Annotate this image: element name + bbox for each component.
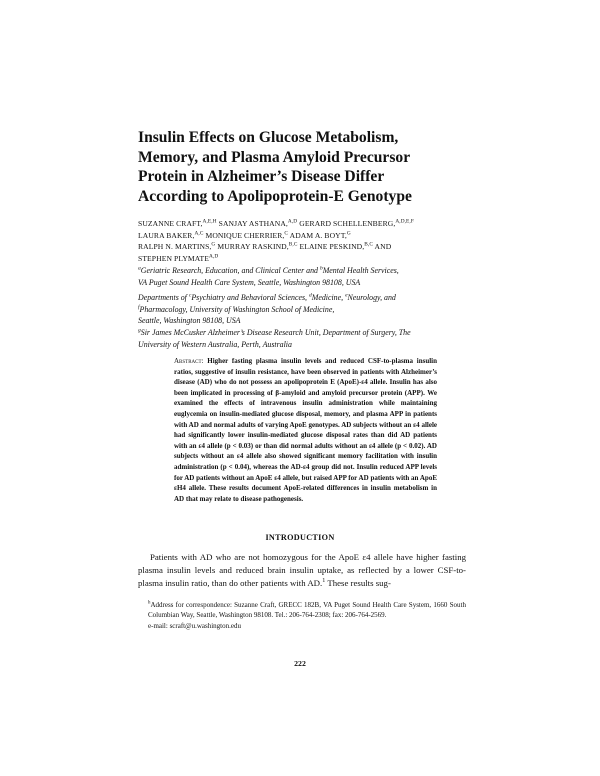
affiliation-uwa — [138, 327, 468, 350]
footnote-text: $^h$Address for correspondence: Suzanne Craft, GRECC 182B, VA Puget Sound Health Care System, 1660 South Columbian Way, Seattle, Washington 98108. Tel.: 206-764-2308; fax: 206-764-2569. — [148, 600, 466, 620]
intro-paragraph — [138, 551, 466, 590]
author-name: ADAM A. BOYT, — [288, 230, 347, 240]
author-name: GERARD SCHELLENBERG, — [297, 219, 396, 228]
author-name: LAURA BAKER, — [138, 230, 195, 240]
author-list — [138, 218, 468, 264]
author-affiliation-mark: A,D — [287, 218, 298, 225]
correspondence-footnote — [138, 600, 466, 631]
paragraph-text: Patients with AD who are not homozygous for the ApoE ε4 allele have higher fasting plasma insulin levels and reduced brain insulin uptake, as reflected by a lower CSF-to-plasma insulin ratio, than do other patients with AD. — [138, 552, 466, 588]
affiliation-line: $^f$Pharmacology, University of Washington School of Medicine, — [138, 303, 335, 314]
title-line: Protein in Alzheimer’s Disease Differ — [138, 168, 385, 185]
author-affiliation-mark: A,D,E,F — [395, 218, 414, 225]
author-name: STEPHEN PLYMATE — [138, 253, 209, 263]
author-affiliation-mark: A,C — [194, 229, 204, 236]
footnote-email: e-mail: scraft@u.washington.edu — [148, 621, 241, 630]
author-line — [138, 218, 468, 230]
author-conjunction: AND — [372, 242, 392, 251]
title-line: Insulin Effects on Glucose Metabolism, — [138, 129, 399, 146]
author-line — [138, 253, 468, 265]
author-name: RALPH N. MARTINS, — [138, 242, 212, 251]
author-name: ELAINE PESKIND, — [297, 242, 365, 251]
affiliation-line: Departments of $^c$Psychiatry and Behavioral Sciences, $^d$Medicine, $^e$Neurology, and — [138, 292, 396, 302]
footnote-mark: h — [148, 600, 151, 606]
author-affiliation-mark: G — [211, 241, 216, 248]
author-line — [138, 241, 468, 253]
author-affiliation-mark: G — [346, 229, 351, 236]
author-line — [138, 230, 468, 242]
reference-mark: 1 — [322, 577, 326, 584]
affiliation-uw — [138, 292, 468, 327]
author-name: SANJAY ASTHANA, — [216, 219, 288, 228]
page-number: 222 — [294, 659, 306, 668]
author-name: SUZANNE CRAFT, — [138, 219, 203, 228]
abstract-label: Abstract: — [174, 357, 204, 365]
author-affiliation-mark: A,E,H — [202, 218, 217, 225]
affiliation-line: VA Puget Sound Health Care System, Seattle, Washington 98108, USA — [138, 277, 361, 287]
affiliation-line: University of Western Australia, Perth, Australia — [138, 339, 292, 349]
author-affiliation-mark: B,C — [288, 241, 298, 248]
title-line: Memory, and Plasma Amyloid Precursor — [138, 148, 411, 166]
affiliation-line: Seattle, Washington 98108, USA — [138, 316, 241, 326]
author-name: MONIQUE CHERRIER, — [203, 230, 285, 240]
author-name: MURRAY RASKIND, — [215, 242, 289, 251]
affiliation-va — [138, 265, 468, 288]
title-line: According to Apolipoprotein-E Genotype — [138, 187, 412, 205]
author-affiliation-mark: C — [284, 229, 289, 236]
article-title — [138, 128, 498, 206]
abstract — [174, 356, 437, 504]
section-heading: INTRODUCTION — [265, 533, 335, 542]
author-affiliation-mark: A,D — [208, 252, 219, 259]
author-affiliation-mark: B,C — [364, 241, 373, 248]
abstract-text: Higher fasting plasma insulin levels and reduced CSF-to-plasma insulin ratios, suggestive of insulin resistance, have been observed in patients with Alzheimer’s disease (AD) who do not possess an apolipoprotein E (ApoE)-ε4 allele. Insulin has also been implicated in processing of β-amyloid and amyloid precursor protein (APP). We examined the effects of intravenous insulin administration while maintaining euglycemia on insulin-mediated glucose disposal, memory, and plasma APP in patients with AD and normal adults of varying ApoE genotypes. AD subjects without an ε4 allele had significantly lower insulin-mediated glucose disposal rates than did AD patients with an ε4 allele (p < 0.03) or than did normal adults without an ε4 allele (p < 0.02). AD subjects without an ε4 allele also showed significant memory facilitation with insulin administration (p < 0.04), whereas the AD-ε4 group did not. Insulin reduced APP levels for AD patients without an ApoE ε4 allele, but raised APP for AD patients with an ApoE εH4 allele. These results document ApoE-related differences in insulin metabolism in AD that may relate to disease pathogenesis. — [174, 357, 438, 503]
paragraph-text: These results sug- — [325, 577, 391, 588]
affiliation-line: $^a$Geriatric Research, Education, and Clinical Center and $^b$Mental Health Services, — [138, 265, 399, 275]
affiliation-line: $^g$Sir James McCusker Alzheimer’s Disease Research Unit, Department of Surgery, The — [138, 327, 411, 337]
